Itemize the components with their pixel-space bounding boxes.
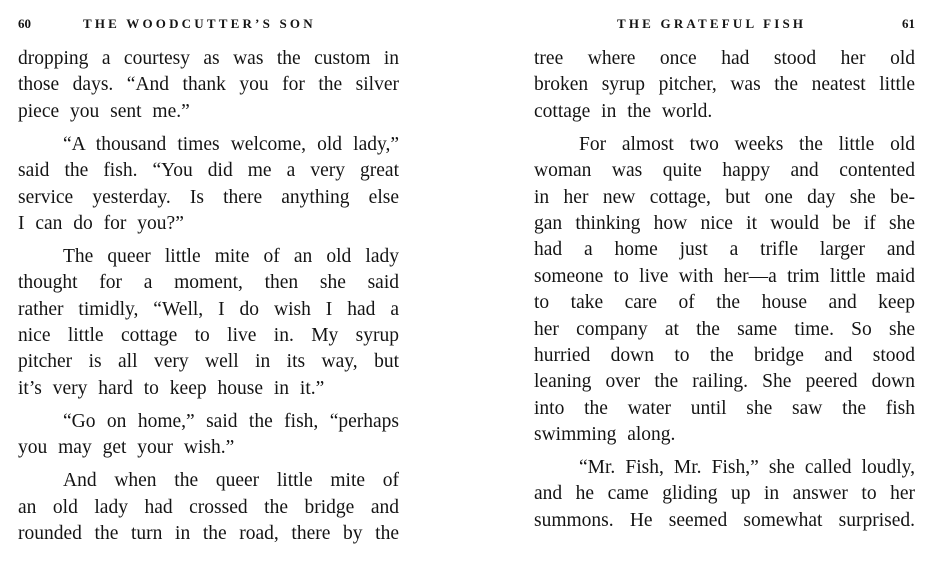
- text-line: her company at the same time. So she: [534, 318, 915, 340]
- right-page: [534, 0, 915, 569]
- text-line: had a home just a trifle larger and: [534, 239, 915, 261]
- text-line: and he came gliding up in answer to her: [534, 483, 915, 505]
- running-head-title-left: THE WOODCUTTER’S SON: [83, 16, 316, 31]
- paragraph: [534, 46, 915, 125]
- text-line: cottage in the world.: [534, 100, 713, 122]
- body-text-right: [534, 46, 915, 541]
- text-line: The queer little mite of an old lady: [63, 245, 399, 267]
- text-line: dropping a courtesy as was the custom in: [18, 48, 399, 69]
- text-line: “A thousand times welcome, old lady,”: [63, 133, 399, 155]
- text-line: it’s very hard to keep house in it.”: [18, 377, 325, 399]
- paragraph: [18, 468, 399, 547]
- text-line: in her new cottage, but one day she be-: [534, 186, 915, 208]
- running-head-left: [18, 16, 399, 36]
- text-line: tree where once had stood her old: [534, 48, 915, 69]
- text-line: to take care of the house and keep: [534, 292, 915, 314]
- text-line: nice little cottage to live in. My syrup: [18, 325, 399, 347]
- text-line: hurried down to the bridge and stood: [534, 344, 915, 366]
- running-head-right: [534, 16, 915, 36]
- text-line: said the fish. “You did me a very great: [18, 160, 399, 182]
- paragraph: [534, 455, 915, 534]
- page-number-left: 60: [18, 16, 31, 31]
- text-line: summons. He seemed somewhat surprised.: [534, 509, 915, 531]
- text-line: broken syrup pitcher, was the neatest little: [534, 74, 915, 96]
- page-number-right: 61: [902, 16, 915, 31]
- text-line: someone to live with her—a trim little maid: [534, 265, 915, 287]
- text-line: “Mr. Fish, Mr. Fish,” she called loudly,: [579, 457, 915, 479]
- body-text-left: [18, 46, 399, 554]
- text-line: into the water until she saw the fish: [534, 397, 915, 419]
- text-line: rounded the turn in the road, there by the: [18, 523, 399, 545]
- paragraph: [534, 132, 915, 449]
- left-page: [18, 0, 399, 569]
- text-line: I can do for you?”: [18, 212, 184, 234]
- text-line: service yesterday. Is there anything else: [18, 186, 399, 208]
- running-head-title-right: THE GRATEFUL FISH: [617, 16, 807, 31]
- paragraph: [18, 244, 399, 402]
- text-line: piece you sent me.”: [18, 100, 190, 122]
- text-line: leaning over the railing. She peered down: [534, 371, 915, 393]
- text-line: “Go on home,” said the fish, “perhaps: [63, 410, 399, 432]
- text-line: woman was quite happy and contented: [534, 160, 915, 182]
- text-line: swimming along.: [534, 424, 676, 446]
- paragraph: [18, 132, 399, 238]
- paragraph: [18, 409, 399, 462]
- text-line: thought for a moment, then she said: [18, 272, 399, 294]
- text-line: gan thinking how nice it would be if she: [534, 212, 915, 234]
- text-line: those days. “And thank you for the silver: [18, 74, 399, 96]
- text-line: And when the queer little mite of: [63, 470, 399, 492]
- text-line: you may get your wish.”: [18, 437, 235, 459]
- text-line: pitcher is all very well in its way, but: [18, 351, 399, 373]
- paragraph: [18, 46, 399, 125]
- text-line: an old lady had crossed the bridge and: [18, 496, 399, 518]
- text-line: For almost two weeks the little old: [579, 133, 915, 155]
- text-line: rather timidly, “Well, I do wish I had a: [18, 298, 399, 320]
